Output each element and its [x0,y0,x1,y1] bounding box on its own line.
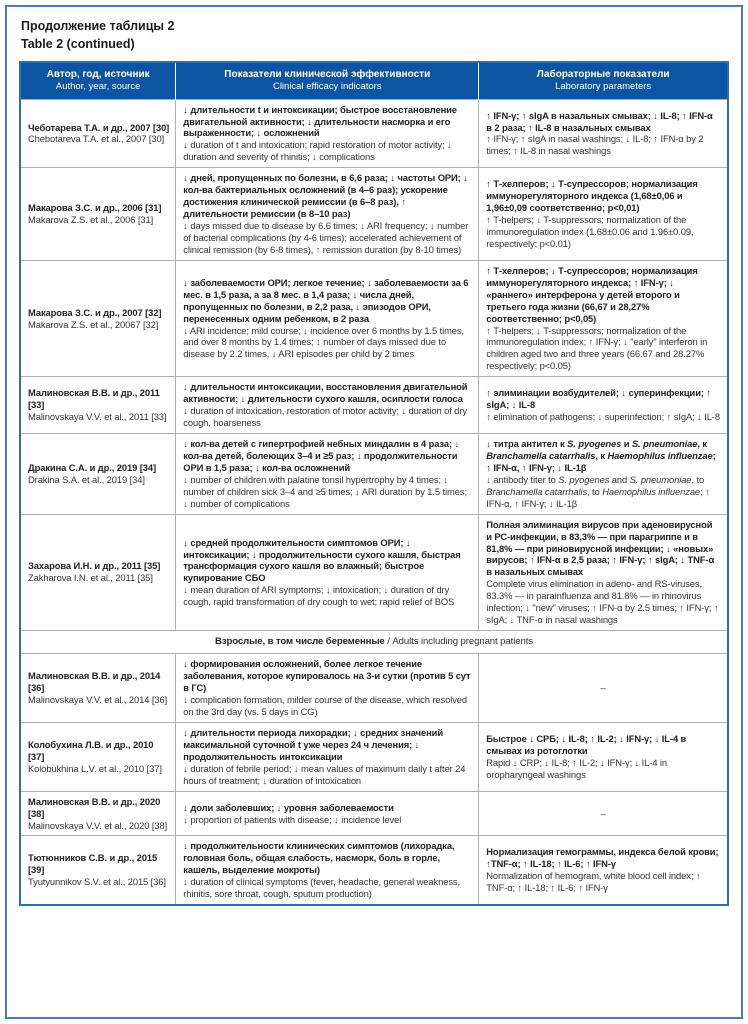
clinical-en: ↓ duration of clinical symptoms (fever, headache, general weakness, rhinitis, sore throat, cough, sputum production) [183,876,461,900]
table-row [20,260,728,376]
lab-en: ↑ elimination of pathogens; ↓ superinfection; ↑ sIgA; ↓ IL-8 [486,411,720,423]
clinical-ru: ↓ дней, пропущенных по болезни, в 6,6 раза; ↓ частоты ОРИ; ↓ кол-ва бактериальных осложнений (в 4–6 раз); ускорение достижения клинической ремиссии (в 6–8 раз), ↑ длительности ремиссии (в 8–10 раз) [183,172,468,220]
clinical-ru: ↓ доли заболевших; ↓ уровня заболеваемости [183,801,394,813]
clinical-en: ↓ number of children with palatine tonsil hypertrophy by 4 times; ↓ number of children sick 3–4 and ≥5 times; ↓ ARI duration by 1.5 times; ↓ number of complications [183,473,467,509]
clinical-ru: ↓ длительности периода лихорадки; ↓ средних значений максимальной суточной t уже через 24 ч лечения; ↓ продолжительность интоксикации [183,726,444,762]
clinical-cell [176,260,479,376]
clinical-ru: ↓ средней продолжительности симптомов ОРИ; ↓ интоксикации; ↓ продолжительности сухого кашля, быстрая трансформация сухого кашля во влажный; быстрое купирование СБО [183,536,461,584]
table-caption-en: Table 2 (continued) [21,37,135,52]
header-author-ru: Автор, год, источник [46,69,150,81]
table-row [20,168,728,261]
clinical-cell [176,99,479,168]
table-body [20,99,728,905]
author-cell [20,514,176,630]
author-ru: Малиновская В.В. и др., 2020 [38] [28,795,161,819]
header-row [20,62,728,99]
author-en: Makarova Z.S. et al., 2006 [31] [28,214,154,226]
clinical-efficacy-table [19,61,729,906]
author-en: Malinovskaya V.V. et al., 2011 [33] [28,411,167,423]
author-ru: Макарова З.С. и др., 2006 [31] [28,202,162,214]
lab-cell [479,168,728,261]
section-divider-en: Adults including pregnant patients [392,636,533,648]
table-row [20,434,728,515]
author-ru: Чеботарева Т.А. и др., 2007 [30] [28,121,170,133]
lab-en: ↑ T-helpers; ↓ T-suppressors; normalization of the immunoregulation index; ↑ IFN-γ; ↓ "early" interferon in children aged two and three years (66.67 and 28.27% respectively; p<0.05) [486,324,708,372]
author-en: Makarova Z.S. et al., 20067 [32] [28,318,159,330]
lab-en: ↑ IFN-γ; ↑ sIgA in nasal washings; ↓ IL-8; ↑ IFN-α by 2 times; ↑ IL-8 in nasal washings [486,133,704,157]
clinical-ru: ↓ длительности t и интоксикации; быстрое восстановление двигательной активности; ↓ длительности насморка и его выраженности; ↓ осложнений [183,103,457,139]
clinical-ru: ↓ заболеваемости ОРИ; легкое течение; ↓ заболеваемости за 6 мес. в 1,5 раза, а за 8 мес. в 1,4 раза; ↓ числа дней, пропущенных по болезни, в 2,2 раза, ↓ эпизодов ОРИ, перенесенных одним ребенком, в 2 раза [183,276,469,324]
table-row [20,722,728,791]
table-header [20,62,728,99]
table-row [20,654,728,723]
author-ru: Малиновская В.В. и др., 2014 [36] [28,670,161,694]
author-ru: Макарова З.С. и др., 2007 [32] [28,306,162,318]
clinical-en: ↓ proportion of patients with disease; ↓ incidence level [183,813,402,825]
clinical-cell [176,434,479,515]
author-ru: Малиновская В.В. и др., 2011 [33] [28,387,160,411]
lab-cell [479,260,728,376]
header-lab-ru: Лабораторные показатели [536,69,670,81]
header-author [20,62,176,99]
author-ru: Захарова И.Н. и др., 2011 [35] [28,560,161,572]
author-en: Drakina S.A. et al., 2019 [34] [28,473,145,485]
clinical-ru: ↓ кол-ва детей с гипертрофией небных миндалин в 4 раза; ↓ кол-ва детей, болеющих 3–4 и ≥5 раз; ↓ продолжительности ОРИ в 1,5 раза; ↓ кол-ва осложнений [183,438,460,473]
author-ru: Дракина С.А. и др., 2019 [34] [28,461,157,473]
author-cell [20,168,176,261]
clinical-ru: ↓ формирования осложнений, более легкое течение заболевания, которое купировалось на 3-и сутки (против 5 сут в ГС) [183,658,471,694]
author-cell [20,836,176,905]
section-divider-separator: / [384,636,393,648]
lab-ru: ↑ Т-хелперов; ↓ Т-супрессоров; нормализация иммунорегуляторного индекса; ↑ IFN-γ; ↓ «раннего» интерферона у детей второго и третьего года жизни (66,67 и 28,27% соответственно; p<0,05) [486,264,698,324]
lab-en: Complete virus elimination in adeno- and RS-viruses, 83.3% — in parainfluenza and 81.8% — in rhinovirus infection; ↓ "new" viruses; ↑ IFN-α by 2.5 times; ↑ IFN-γ; ↑ sIgA; ↓ TNF-α in nasal washings [486,578,719,626]
page-frame [5,5,743,1019]
clinical-cell [176,836,479,905]
header-clinical-en: Clinical efficacy indicators [272,81,382,93]
lab-cell [479,377,728,434]
lab-cell [479,722,728,791]
author-cell [20,377,176,434]
lab-ru: Полная элиминация вирусов при аденовирусной и РС-инфекции, в 83,3% — при парагриппе и в 81,8% — при риновирусной инфекции; ↓ «новых» вирусов; ↑ IFN-α в 2,5 раза; ↑ IFN-γ; ↑ sIgA; ↓ TNF-α в назальных смывах [486,518,715,578]
table-row [20,836,728,905]
author-cell [20,434,176,515]
clinical-en: ↓ ARI incidence; mild course; ↓ incidence over 6 months by 1.5 times, and over 8 months by 1.4 times; ↓ number of days missed due to disease by 2.2 times, ↓ ARI episodes per child by 2 times [183,324,464,360]
lab-dash: – [600,807,606,819]
lab-en: ↑ T-helpers; ↓ T-suppressors; normalization of the immunoregulation index (1.68±0.06 and 1.96±0.09, respectively; p<0.01) [486,214,694,249]
lab-ru: ↑ Т-хелперов; ↓ Т-супрессоров; нормализация иммунорегуляторного индекса (1,68±0,06 и 1,96±0,09 соответственно; p<0,01) [486,178,698,214]
clinical-cell [176,722,479,791]
table-row [20,377,728,434]
lab-cell [479,99,728,168]
clinical-ru: ↓ продолжительности клинических симптомов (лихорадка, головная боль, общая слабость, насморк, боль в горле, кашель, выделение мокроты) [183,840,455,876]
table-row [20,791,728,836]
lab-cell [479,514,728,630]
clinical-en: ↓ mean duration of ARI symptoms; ↓ intoxication; ↓ duration of dry cough, rapid transformation of dry cough to wet; rapid relief of BOS [183,584,455,608]
lab-cell [479,434,728,515]
clinical-en: ↓ duration of intoxication, restoration of motor activity; ↓ duration of dry cough, hoarseness [183,405,467,429]
clinical-cell [176,791,479,836]
author-ru: Тютюнников С.В. и др., 2015 [39] [28,852,158,876]
author-cell [20,99,176,168]
table-row [20,514,728,630]
clinical-ru: ↓ длительности интоксикации, восстановления двигательной активности; ↓ длительности сухого кашля, осиплости голоса [183,381,468,405]
clinical-en: ↓ days missed due to disease by 6.6 times; ↓ ARI frequency; ↓ number of bacterial complications (by 4-6 times); accelerated achievement of clinical remission (by 6-8 times), ↑ remission duration (by 8-10 times) [183,220,469,255]
author-en: Chebotareva T.A. et al., 2007 [30] [28,133,165,145]
lab-cell-empty [479,791,728,836]
clinical-en: ↓ duration of febrile period; ↓ mean values of maximum daily t after 24 hours of treatment; ↓ duration of intoxication [183,762,466,786]
header-clinical-ru: Показатели клинической эффективности [224,69,431,81]
lab-ru: ↑ IFN-γ; ↑ sIgA в назальных смывах; ↓ IL-8; ↑ IFN-α в 2 раза; ↑ IL-8 в назальных смывах [486,109,713,133]
header-clinical [176,62,479,99]
section-divider-cell [20,631,728,654]
clinical-cell [176,168,479,261]
lab-ru: ↑ элиминации возбудителей; ↓ суперинфекции; ↑ sIgA; ↓ IL-8 [486,387,711,411]
author-ru: Колобухина Л.В. и др., 2010 [37] [28,738,154,762]
lab-ru: Быстрое ↓ СРБ; ↓ IL-8; ↑ IL-2; ↓ IFN-γ; ↓ IL-4 в смывах из ротоглотки [486,732,687,756]
lab-en: ↓ antibody titer to S. pyogenes and S. pneumoniae, to Branchamella catarrhalis, to Haemophilus influenzae; ↑ IFN-α, ↑ IFN-γ; ↓ IL-1β [486,473,710,509]
lab-ru: ↓ титра антител к S. pyogenes и S. pneumoniae, к Branchamella catarrhalis, к Haemophilus influenzae; ↑ IFN-α, ↑ IFN-γ; ↓ IL-1β [486,438,716,473]
header-author-en: Author, year, source [55,81,141,93]
lab-cell-empty [479,654,728,723]
table-caption-ru: Продолжение таблицы 2 [21,19,175,33]
author-en: Malinovskaya V.V. et al., 2014 [36] [28,694,168,706]
author-cell [20,791,176,836]
author-en: Kolobukhina L.V. et al., 2010 [37] [28,762,162,774]
lab-dash: – [600,682,606,694]
clinical-en: ↓ complication formation, milder course of the disease, which resolved on the 3rd day (vs. 5 days in CG) [183,694,468,718]
clinical-cell [176,377,479,434]
clinical-en: ↓ duration of t and intoxication; rapid restoration of motor activity; ↓ duration and severity of rhinitis; ↓ complications [183,139,452,163]
author-en: Malinovskaya V.V. et al., 2020 [38] [28,819,168,831]
clinical-cell [176,654,479,723]
section-divider-row [20,631,728,654]
author-cell [20,260,176,376]
lab-en: Normalization of hemogram, white blood cell index; ↑ TNF-α; ↑ IL-18; ↑ IL-6; ↑ IFN-γ [486,870,701,894]
lab-ru: Нормализация гемограммы, индекса белой крови; ↑TNF-α; ↑ IL-18; ↑ IL-6; ↑ IFN-γ [486,846,719,870]
lab-cell [479,836,728,905]
clinical-cell [176,514,479,630]
section-divider-ru: Взрослые, в том числе беременные [215,636,385,648]
header-lab-en: Laboratory parameters [555,81,652,93]
author-cell [20,654,176,723]
author-en: Zakharova I.N. et al., 2011 [35] [28,572,153,584]
table-row [20,99,728,168]
lab-en: Rapid ↓ CRP; ↓ IL-8; ↑ IL-2; ↓ IFN-γ; ↓ IL-4 in oropharyngeal washings [486,756,668,780]
author-cell [20,722,176,791]
author-en: Tyutyunnikov S.V. et al., 2015 [36] [28,876,166,888]
table-caption [21,17,727,53]
header-lab [479,62,728,99]
